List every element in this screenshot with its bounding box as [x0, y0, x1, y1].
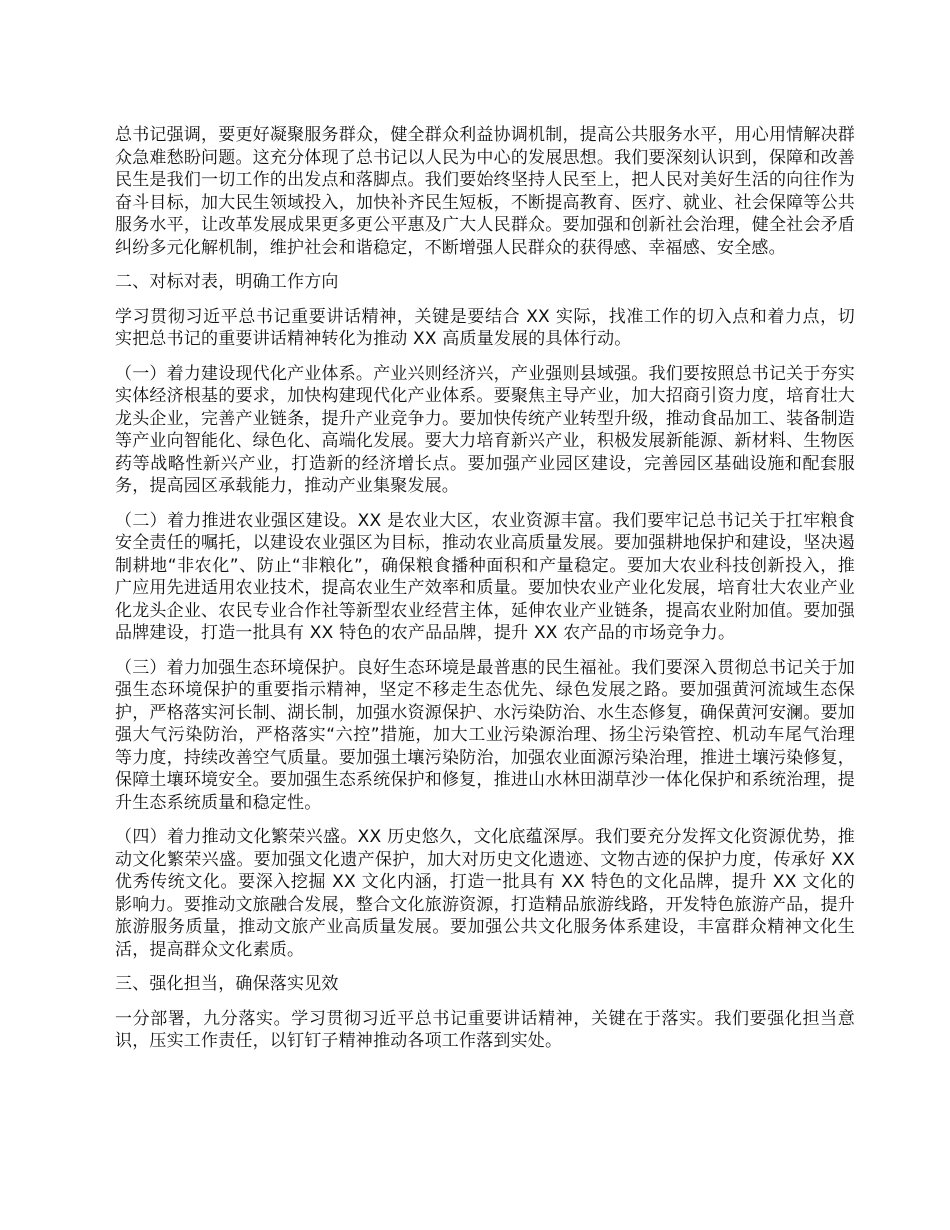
paragraph-agriculture: （二）着力推进农业强区建设。XX 是农业大区，农业资源丰富。我们要牢记总书记关于扛牢粮食安全责任的嘱托，以建设农业强区为目标，推动农业高质量发展。要加强耕地保护和建设，坚决遏制耕地“非农化”、防止“非粮化”，确保粮食播种面积和产量稳定。要加大农业科技创新投入，推广应用先进适用农业技术，提高农业生产效率和质量。要加快农业产业化发展，培育壮大农业产业化龙头企业、农民专业合作社等新型农业经营主体，延伸农业产业链条，提高农业附加值。要加强品牌建设，打造一批具有 XX 特色的农产品品牌，提升 XX 农产品的市场竞争力。 — [115, 510, 855, 643]
section-heading-3: 三、强化担当，确保落实见效 — [115, 974, 339, 994]
document-body — [115, 124, 855, 1065]
paragraph-livelihood: 总书记强调，要更好凝聚服务群众，健全群众利益协调机制，提高公共服务水平，用心用情解决群众急难愁盼问题。这充分体现了总书记以人民为中心的发展思想。我们要深刻认识到，保障和改善民生是我们一切工作的出发点和落脚点。我们要始终坚持人民至上，把人民对美好生活的向往作为奋斗目标，加大民生领域投入，加快补齐民生短板，不断提高教育、医疗、就业、社会保障等公共服务水平，让改革发展成果更多更公平惠及广大人民群众。要加强和创新社会治理，健全社会矛盾纠纷多元化解机制，维护社会和谐稳定，不断增强人民群众的获得感、幸福感、安全感。 — [115, 125, 855, 258]
paragraph-ecology: （三）着力加强生态环境保护。良好生态环境是最普惠的民生福祉。我们要深入贯彻总书记关于加强生态环境保护的重要指示精神，坚定不移走生态优先、绿色发展之路。要加强黄河流域生态保护，严格落实河长制、湖长制，加强水资源保护、水污染防治、水生态修复，确保黄河安澜。要加强大气污染防治，严格落实“六控”措施，加大工业污染源治理、扬尘污染管控、机动车尾气治理等力度，持续改善空气质量。要加强土壤污染防治，加强农业面源污染治理，推进土壤污染修复，保障土壤环境安全。要加强生态系统保护和修复，推进山水林田湖草沙一体化保护和系统治理，提升生态系统质量和稳定性。 — [115, 657, 855, 813]
paragraph-implementation: 一分部署，九分落实。学习贯彻习近平总书记重要讲话精神，关键在于落实。我们要强化担当意识，压实工作责任，以钉钉子精神推动各项工作落到实处。 — [115, 1008, 855, 1051]
section-heading-2: 二、对标对表，明确工作方向 — [115, 272, 339, 292]
paragraph-culture: （四）着力推动文化繁荣兴盛。XX 历史悠久，文化底蕴深厚。我们要充分发挥文化资源优势，推动文化繁荣兴盛。要加强文化遗产保护，加大对历史文化遗迹、文物古迹的保护力度，传承好 XX 优秀传统文化。要深入挖掘 XX 文化内涵，打造一批具有 XX 特色的文化品牌，提升 XX 文化的影响力。要推动文旅融合发展，整合文化旅游资源，打造精品旅游线路，开发特色旅游产品，提升旅游服务质量，推动文旅产业高质量发展。要加强公共文化服务体系建设，丰富群众精神文化生活，提高群众文化素质。 — [115, 827, 855, 960]
paragraph-intro-2: 学习贯彻习近平总书记重要讲话精神，关键是要结合 XX 实际，找准工作的切入点和着力点，切实把总书记的重要讲话精神转化为推动 XX 高质量发展的具体行动。 — [115, 306, 855, 349]
paragraph-industry: （一）着力建设现代化产业体系。产业兴则经济兴，产业强则县域强。我们要按照总书记关于夯实实体经济根基的要求，加快构建现代化产业体系。要聚焦主导产业，加大招商引资力度，培育壮大龙头企业，完善产业链条，提升产业竞争力。要加快传统产业转型升级，推动食品加工、装备制造等产业向智能化、绿色化、高端化发展。要大力培育新兴产业，积极发展新能源、新材料、生物医药等战略性新兴产业，打造新的经济增长点。要加强产业园区建设，完善园区基础设施和配套服务，提高园区承载能力，推动产业集聚发展。 — [115, 363, 855, 496]
